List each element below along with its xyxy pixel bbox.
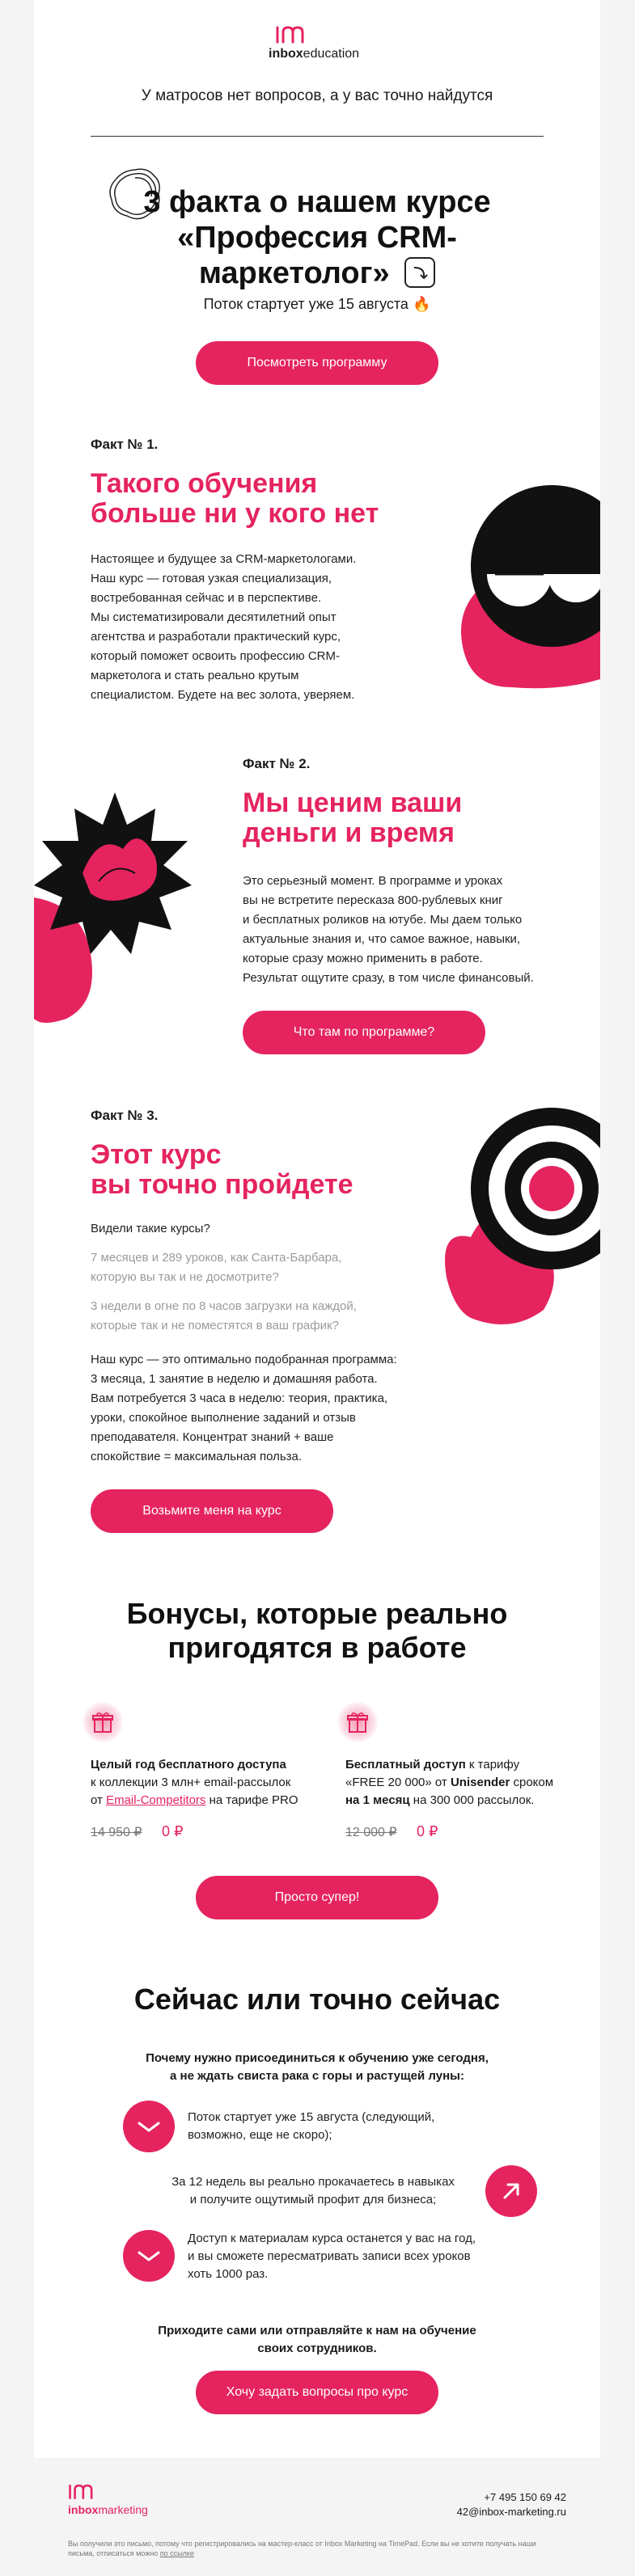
fact3-title-line2: вы точно пройдете xyxy=(91,1169,353,1200)
bonus2-title-rest: к тарифу xyxy=(465,1758,520,1772)
fact1-text xyxy=(91,550,414,705)
fire-icon: 🔥 xyxy=(412,296,431,312)
fact3-line: уроки, спокойное выполнение заданий и отзыв xyxy=(91,1411,356,1425)
gift-icon xyxy=(337,1702,378,1742)
fact3-muted-line: 3 недели в огне по 8 часов загрузки на каждой, xyxy=(91,1299,357,1313)
now-intro xyxy=(34,2050,600,2085)
bonus2-title-bold: Бесплатный доступ xyxy=(345,1758,466,1772)
reason-1 xyxy=(188,2109,511,2144)
reason-3 xyxy=(188,2230,527,2283)
bonus2-line2-bold: Unisender xyxy=(450,1776,510,1789)
fact2-line: вы не встретите пересказа 800-рублевых книг xyxy=(243,893,503,907)
hero-subtitle: Поток стартует уже 15 августа xyxy=(203,296,409,312)
footer-logo-light: marketing xyxy=(98,2503,148,2516)
arrow-corner-icon xyxy=(404,257,435,288)
fact2-line: которые сразу можно применить в работе. xyxy=(243,952,483,965)
fact3-muted-1 xyxy=(91,1248,430,1287)
fact3-line: 3 месяца, 1 занятие в неделю и домашняя работа. xyxy=(91,1372,378,1386)
footer-disclaimer xyxy=(68,2539,569,2558)
logo[interactable] xyxy=(269,24,374,65)
fact1-line: агентства и разработали практический курс, xyxy=(91,630,341,644)
bonus2-line3-rest: на 300 000 рассылок. xyxy=(409,1793,535,1807)
footer-logo[interactable] xyxy=(68,2482,181,2523)
fact1-line: Настоящее и будущее за CRM-маркетологами. xyxy=(91,552,357,566)
now-intro-line2: а не ждать свиста рака с горы и растущей луны: xyxy=(170,2069,464,2083)
now-intro-line1: Почему нужно присоединиться к обучению уже сегодня, xyxy=(146,2051,489,2065)
fact3-line: Наш курс — это оптимально подобранная программа: xyxy=(91,1353,397,1366)
bonus1-text xyxy=(91,1756,333,1810)
fact3-title-line1: Этот курс xyxy=(91,1139,222,1170)
footer-email[interactable]: 42@inbox-marketing.ru xyxy=(456,2506,566,2518)
bonus1-line3-post: на тарифе PRO xyxy=(205,1793,298,1807)
reason-line: За 12 недель вы реально прокачаетесь в навыках xyxy=(171,2175,455,2189)
take-course-button[interactable]: Возьмите меня на курс xyxy=(91,1489,333,1533)
fact3-title xyxy=(91,1140,414,1200)
bonus2-new-price: 0 ₽ xyxy=(417,1823,438,1839)
flower-burst-illustration xyxy=(34,784,196,1027)
fact1-line: Мы систематизировали десятилетний опыт xyxy=(91,610,337,624)
reason-line: и вы сможете пересматривать записи всех уроков xyxy=(188,2249,471,2263)
check-icon xyxy=(123,2230,175,2282)
fact2-title-line2: деньги и время xyxy=(243,817,455,848)
fact2-line: актуальные знания и, что самое важное, навыки, xyxy=(243,932,521,946)
arrow-up-right-icon xyxy=(485,2165,537,2217)
fact3-muted-2 xyxy=(91,1297,430,1336)
super-button[interactable]: Просто супер! xyxy=(196,1876,438,1919)
bonus1-new-price: 0 ₽ xyxy=(162,1823,184,1839)
hero-title-line3: маркетолог» xyxy=(198,256,390,290)
fact2-label: Факт № 2. xyxy=(243,756,311,771)
bonus2-line3-bold: на 1 месяц xyxy=(345,1793,410,1807)
fact2-line: и бесплатных роликов на ютубе. Мы даем только xyxy=(243,913,523,927)
fact1-label: Факт № 1. xyxy=(91,437,159,452)
fact2-title xyxy=(243,788,582,848)
hero-title-line2: «Профессия CRM- xyxy=(177,221,457,255)
fact2-line: Результат ощутите сразу, в том числе финансовый. xyxy=(243,971,534,985)
reason-line: Доступ к материалам курса останется у вас на год, xyxy=(188,2232,476,2245)
eyes-blob-illustration xyxy=(438,485,600,703)
bonuses-title-line2: пригодятся в работе xyxy=(167,1631,467,1664)
check-icon xyxy=(123,2101,175,2152)
fact3-line: преподавателя. Концентрат знаний + ваше xyxy=(91,1430,334,1444)
fact3-text xyxy=(91,1350,430,1467)
footer-logo-bold: inbox xyxy=(68,2503,99,2516)
fact3-muted-line: которые так и не поместятся в ваш график? xyxy=(91,1319,339,1332)
ask-questions-button[interactable]: Хочу задать вопросы про курс xyxy=(196,2371,438,2414)
bonus2-line2: «FREE 20 000» от xyxy=(345,1776,447,1789)
fact1-line: Наш курс — готовая узкая специализация, xyxy=(91,572,332,585)
fact3-muted-line: 7 месяцев и 289 уроков, как Санта-Барбара, xyxy=(91,1251,342,1265)
gift-icon xyxy=(83,1702,123,1742)
bonuses-title xyxy=(34,1597,600,1665)
fact1-line: востребованная сейчас и в перспективе. xyxy=(91,591,322,605)
fact3-line: Вам потребуется 3 часа в неделю: теория, практика, xyxy=(91,1391,388,1405)
view-program-button[interactable]: Посмотреть программу xyxy=(196,341,438,385)
hero-title xyxy=(34,184,600,291)
hero-title-line1: 3 факта о нашем курсе xyxy=(143,185,491,219)
header-divider xyxy=(91,136,544,137)
now-title: Сейчас или точно сейчас xyxy=(133,1983,501,2016)
reason-line: хоть 1000 раз. xyxy=(188,2267,269,2281)
logo-text-bold: inbox xyxy=(269,47,303,61)
logo-text-light: education xyxy=(303,47,360,61)
bonus1-line3-pre: от xyxy=(91,1793,107,1807)
bonus2-old-price: 12 000 ₽ xyxy=(345,1826,397,1839)
now-outro-line2: своих сотрудников. xyxy=(257,2342,377,2355)
fact3-line: спокойствие = максимальная польза. xyxy=(91,1450,303,1463)
footer xyxy=(34,2458,600,2576)
disclaimer-line2: письма, отписаться можно xyxy=(68,2549,160,2557)
target-blob-illustration xyxy=(438,1100,600,1326)
bonus1-line2: к коллекции 3 млн+ email-рассылок xyxy=(91,1776,291,1789)
fact1-line: маркетолога и стать реально крутым xyxy=(91,669,299,682)
bonus2-line2-rest: сроком xyxy=(510,1776,554,1789)
fact2-line: Это серьезный момент. В программе и уроках xyxy=(243,874,503,888)
fact2-text xyxy=(243,872,582,988)
fact1-title-line2: больше ни у кого нет xyxy=(91,498,379,529)
reason-line: возможно, еще не скоро); xyxy=(188,2128,332,2142)
unsubscribe-link[interactable]: по ссылке xyxy=(159,2549,194,2557)
fact1-title-line1: Такого обучения xyxy=(91,468,318,499)
now-outro xyxy=(34,2322,600,2358)
fact1-title xyxy=(91,469,447,529)
fact3-label: Факт № 3. xyxy=(91,1108,159,1123)
reason-line: и получите ощутимый профит для бизнеса; xyxy=(189,2193,437,2206)
bonus1-title: Целый год бесплатного доступа xyxy=(91,1758,286,1772)
bonuses-title-line1: Бонусы, которые реально xyxy=(126,1597,508,1630)
footer-phone[interactable]: +7 495 150 69 42 xyxy=(484,2491,566,2503)
disclaimer-line1: Вы получили это письмо, потому что регистрировались на мастер-класс от Inbox Marketing на TimePad. Если вы не хотите получать наши xyxy=(68,2540,536,2548)
now-outro-line1: Приходите сами или отправляйте к нам на обучение xyxy=(158,2324,476,2337)
fact1-line: который поможет освоить профессию CRM- xyxy=(91,649,340,663)
inbox-logo-icon xyxy=(275,24,309,44)
inbox-logo-icon xyxy=(68,2482,97,2500)
reason-line: Поток стартует уже 15 августа (следующий, xyxy=(188,2110,435,2124)
program-details-button[interactable]: Что там по программе? xyxy=(243,1011,485,1054)
header-tagline: У матросов нет вопросов, а у вас точно найдутся xyxy=(141,87,493,104)
fact2-title-line1: Мы ценим ваши xyxy=(243,788,463,818)
fact1-line: специалистом. Будете на вес золота, уверяем. xyxy=(91,688,355,702)
email-competitors-link[interactable]: Email-Competitors xyxy=(106,1793,206,1807)
bonus2-text xyxy=(345,1756,588,1810)
reason-2 xyxy=(143,2173,483,2209)
fact3-muted-line: которую вы так и не досмотрите? xyxy=(91,1270,279,1284)
bonus1-old-price: 14 950 ₽ xyxy=(91,1826,142,1839)
fact3-question: Видели такие курсы? xyxy=(91,1222,210,1235)
email-body xyxy=(34,0,600,2576)
